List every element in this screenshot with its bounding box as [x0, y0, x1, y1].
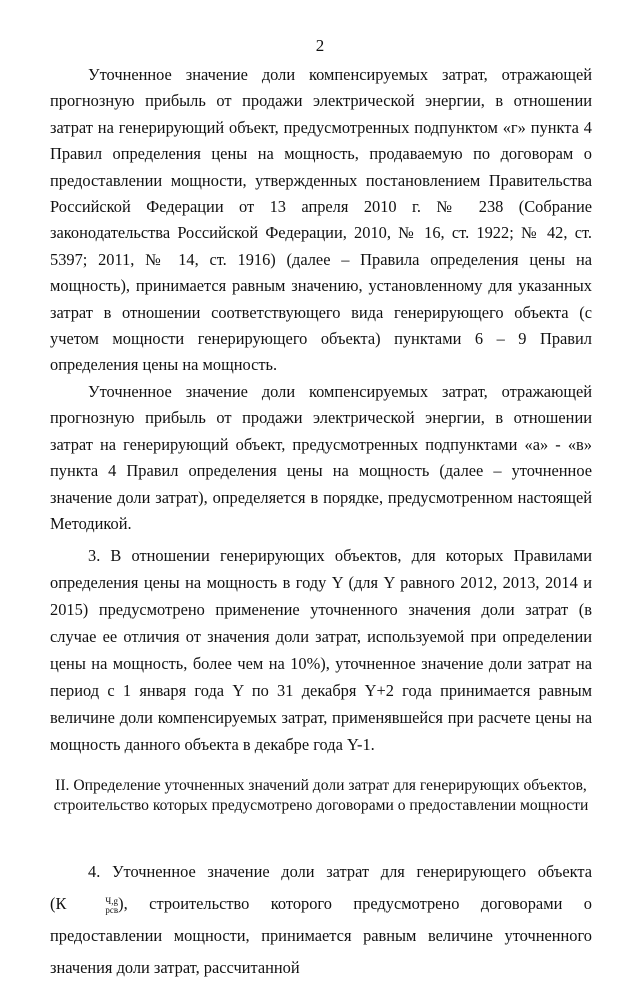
clause-4-text-end: ), строительство которого предусмотрено договорами о предоставлении мощности, принимается равным величине уточненного значения доли затрат, рассчитанной	[50, 894, 592, 978]
k-formula-indices	[67, 897, 118, 915]
paragraph-intro-g: Уточненное значение доли компенсируемых затрат, отражающей прогнозную прибыль от продажи электрической энергии, в отношении затрат на генерирующий объект, предусмотренных подпунктом «г» пункта 4 Правил определения цены на мощность, продаваемую по договорам о предоставлении мощности, утвержденных постановлением Правительства Российской Федерации от 13 апреля 2010 г. № 238 (Собрание законодательства Российской Федерации, 2010, № 16, ст. 1922; № 42, ст. 5397; 2011, № 14, ст. 1916) (далее – Правила определения цены на мощность), принимается равным значению, установленному для указанных затрат в отношении соответствующего вида генерирующего объекта (с учетом мощности генерирующего объекта) пунктами 6 – 9 Правил определения цены на мощность.	[50, 65, 592, 375]
k-formula-symbol	[55, 894, 118, 913]
section-heading-line-2: строительство которых предусмотрено договорами о предоставлении мощности	[53, 797, 589, 815]
k-formula-superscript: Ч,g	[105, 895, 119, 906]
clause-4-text-start: 4. Уточненное значение доли затрат для генерирующего объекта (	[50, 862, 592, 914]
paragraph-intro-a-v: Уточненное значение доли компенсируемых затрат, отражающей прогнозную прибыль от продажи электрической энергии, в отношении затрат на генерирующий объект, предусмотренных подпунктами «а» - «в» пункта 4 Правил определения цены на мощность (далее – уточненное значение доли затрат), определяется в порядке, предусмотренном настоящей Методикой.	[50, 381, 592, 533]
paragraph-clause-4	[50, 856, 592, 984]
paragraph-clause-3: 3. В отношении генерирующих объектов, для которых Правилами определения цены на мощность в году Y (для Y равного 2012, 2013, 2014 и 2015) предусмотрено применение уточненного значения доли затрат (в случае ее отличия от значения доли затрат, используемой при определении цены на мощность, более чем на 10%), уточненное значение доли затрат на период с 1 января года Y по 31 декабря Y+2 года принимается равным величине доли компенсируемых затрат, применявшейся при расчете цены на мощность данного объекта в декабре года Y-1.	[50, 546, 592, 755]
page-number: 2	[315, 36, 325, 55]
k-formula-subscript: рсв	[105, 904, 119, 915]
k-formula-base: К	[55, 894, 67, 914]
document-body	[50, 62, 592, 984]
section-heading-2	[50, 776, 592, 816]
section-heading-line-1: II. Определение уточненных значений доли затрат для генерирующих объектов,	[55, 777, 587, 795]
